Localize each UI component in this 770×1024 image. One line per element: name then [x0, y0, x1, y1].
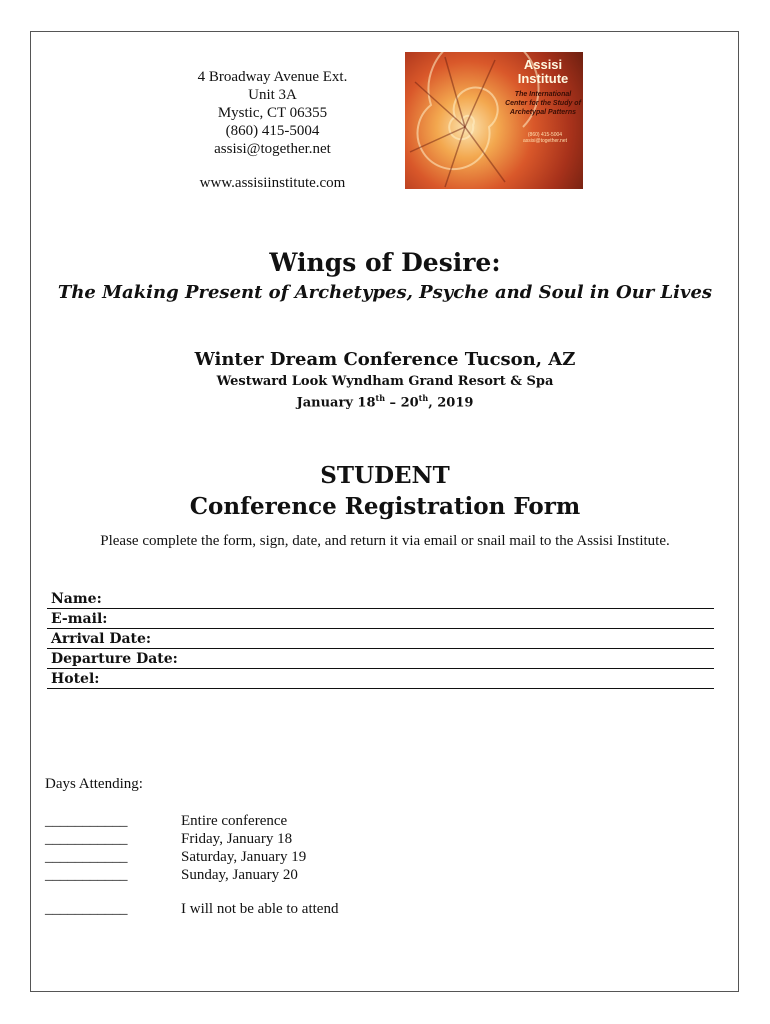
form-instructions: Please complete the form, sign, date, and return it via email or snail mail to the Assisi Institute.: [100, 533, 670, 549]
address-line: 4 Broadway Avenue Ext.: [197, 69, 348, 85]
day-option-label: I will not be able to attend: [181, 901, 339, 917]
arrival-date-field[interactable]: Arrival Date:: [47, 629, 714, 649]
logo-contact: (860) 415-5004 assisi@together.net: [523, 132, 567, 144]
day-option-friday[interactable]: [45, 830, 293, 848]
day-option-label: Friday, January 18: [181, 831, 293, 847]
conference-name: Winter Dream Conference Tucson, AZ: [194, 349, 576, 370]
website: www.assisiinstitute.com: [199, 175, 346, 191]
form-heading: [0, 460, 770, 522]
assisi-institute-logo: [405, 52, 583, 189]
check-blank[interactable]: ___________: [45, 849, 128, 865]
form-heading-student: STUDENT: [320, 462, 450, 489]
check-blank[interactable]: ___________: [45, 901, 128, 917]
venue: Westward Look Wyndham Grand Resort & Spa: [216, 374, 554, 389]
day-option-entire[interactable]: [45, 812, 288, 830]
logo-title: Assisi Institute: [517, 57, 569, 86]
day-option-decline[interactable]: [45, 900, 339, 918]
check-blank[interactable]: ___________: [45, 813, 128, 829]
registration-fields: [47, 590, 714, 689]
day-option-label: Saturday, January 19: [181, 849, 307, 865]
day-option-label: Entire conference: [181, 813, 288, 829]
day-option-sunday[interactable]: [45, 866, 298, 884]
address-block: [150, 68, 395, 192]
form-heading-title: Conference Registration Form: [189, 493, 581, 520]
hotel-field[interactable]: Hotel:: [47, 669, 714, 689]
address-line: Mystic, CT 06355: [217, 105, 328, 121]
email-field[interactable]: E-mail:: [47, 609, 714, 629]
day-option-saturday[interactable]: [45, 848, 307, 866]
departure-date-field[interactable]: Departure Date:: [47, 649, 714, 669]
day-option-label: Sunday, January 20: [181, 867, 298, 883]
email: assisi@together.net: [214, 141, 331, 157]
check-blank[interactable]: ___________: [45, 867, 128, 883]
conference-venue-date: [0, 373, 770, 411]
address-line: Unit 3A: [248, 87, 297, 103]
page-title: Wings of Desire:: [269, 248, 501, 277]
conference-dates: January 18th – 20th, 2019: [296, 393, 474, 411]
days-attending-label: Days Attending:: [45, 776, 143, 792]
logo-subtitle: The International Center for the Study of Archetypal Patterns: [505, 91, 581, 116]
name-field[interactable]: Name:: [47, 590, 714, 609]
check-blank[interactable]: ___________: [45, 831, 128, 847]
page-subtitle: The Making Present of Archetypes, Psyche and Soul in Our Lives: [57, 282, 713, 303]
phone: (860) 415-5004: [225, 123, 320, 139]
